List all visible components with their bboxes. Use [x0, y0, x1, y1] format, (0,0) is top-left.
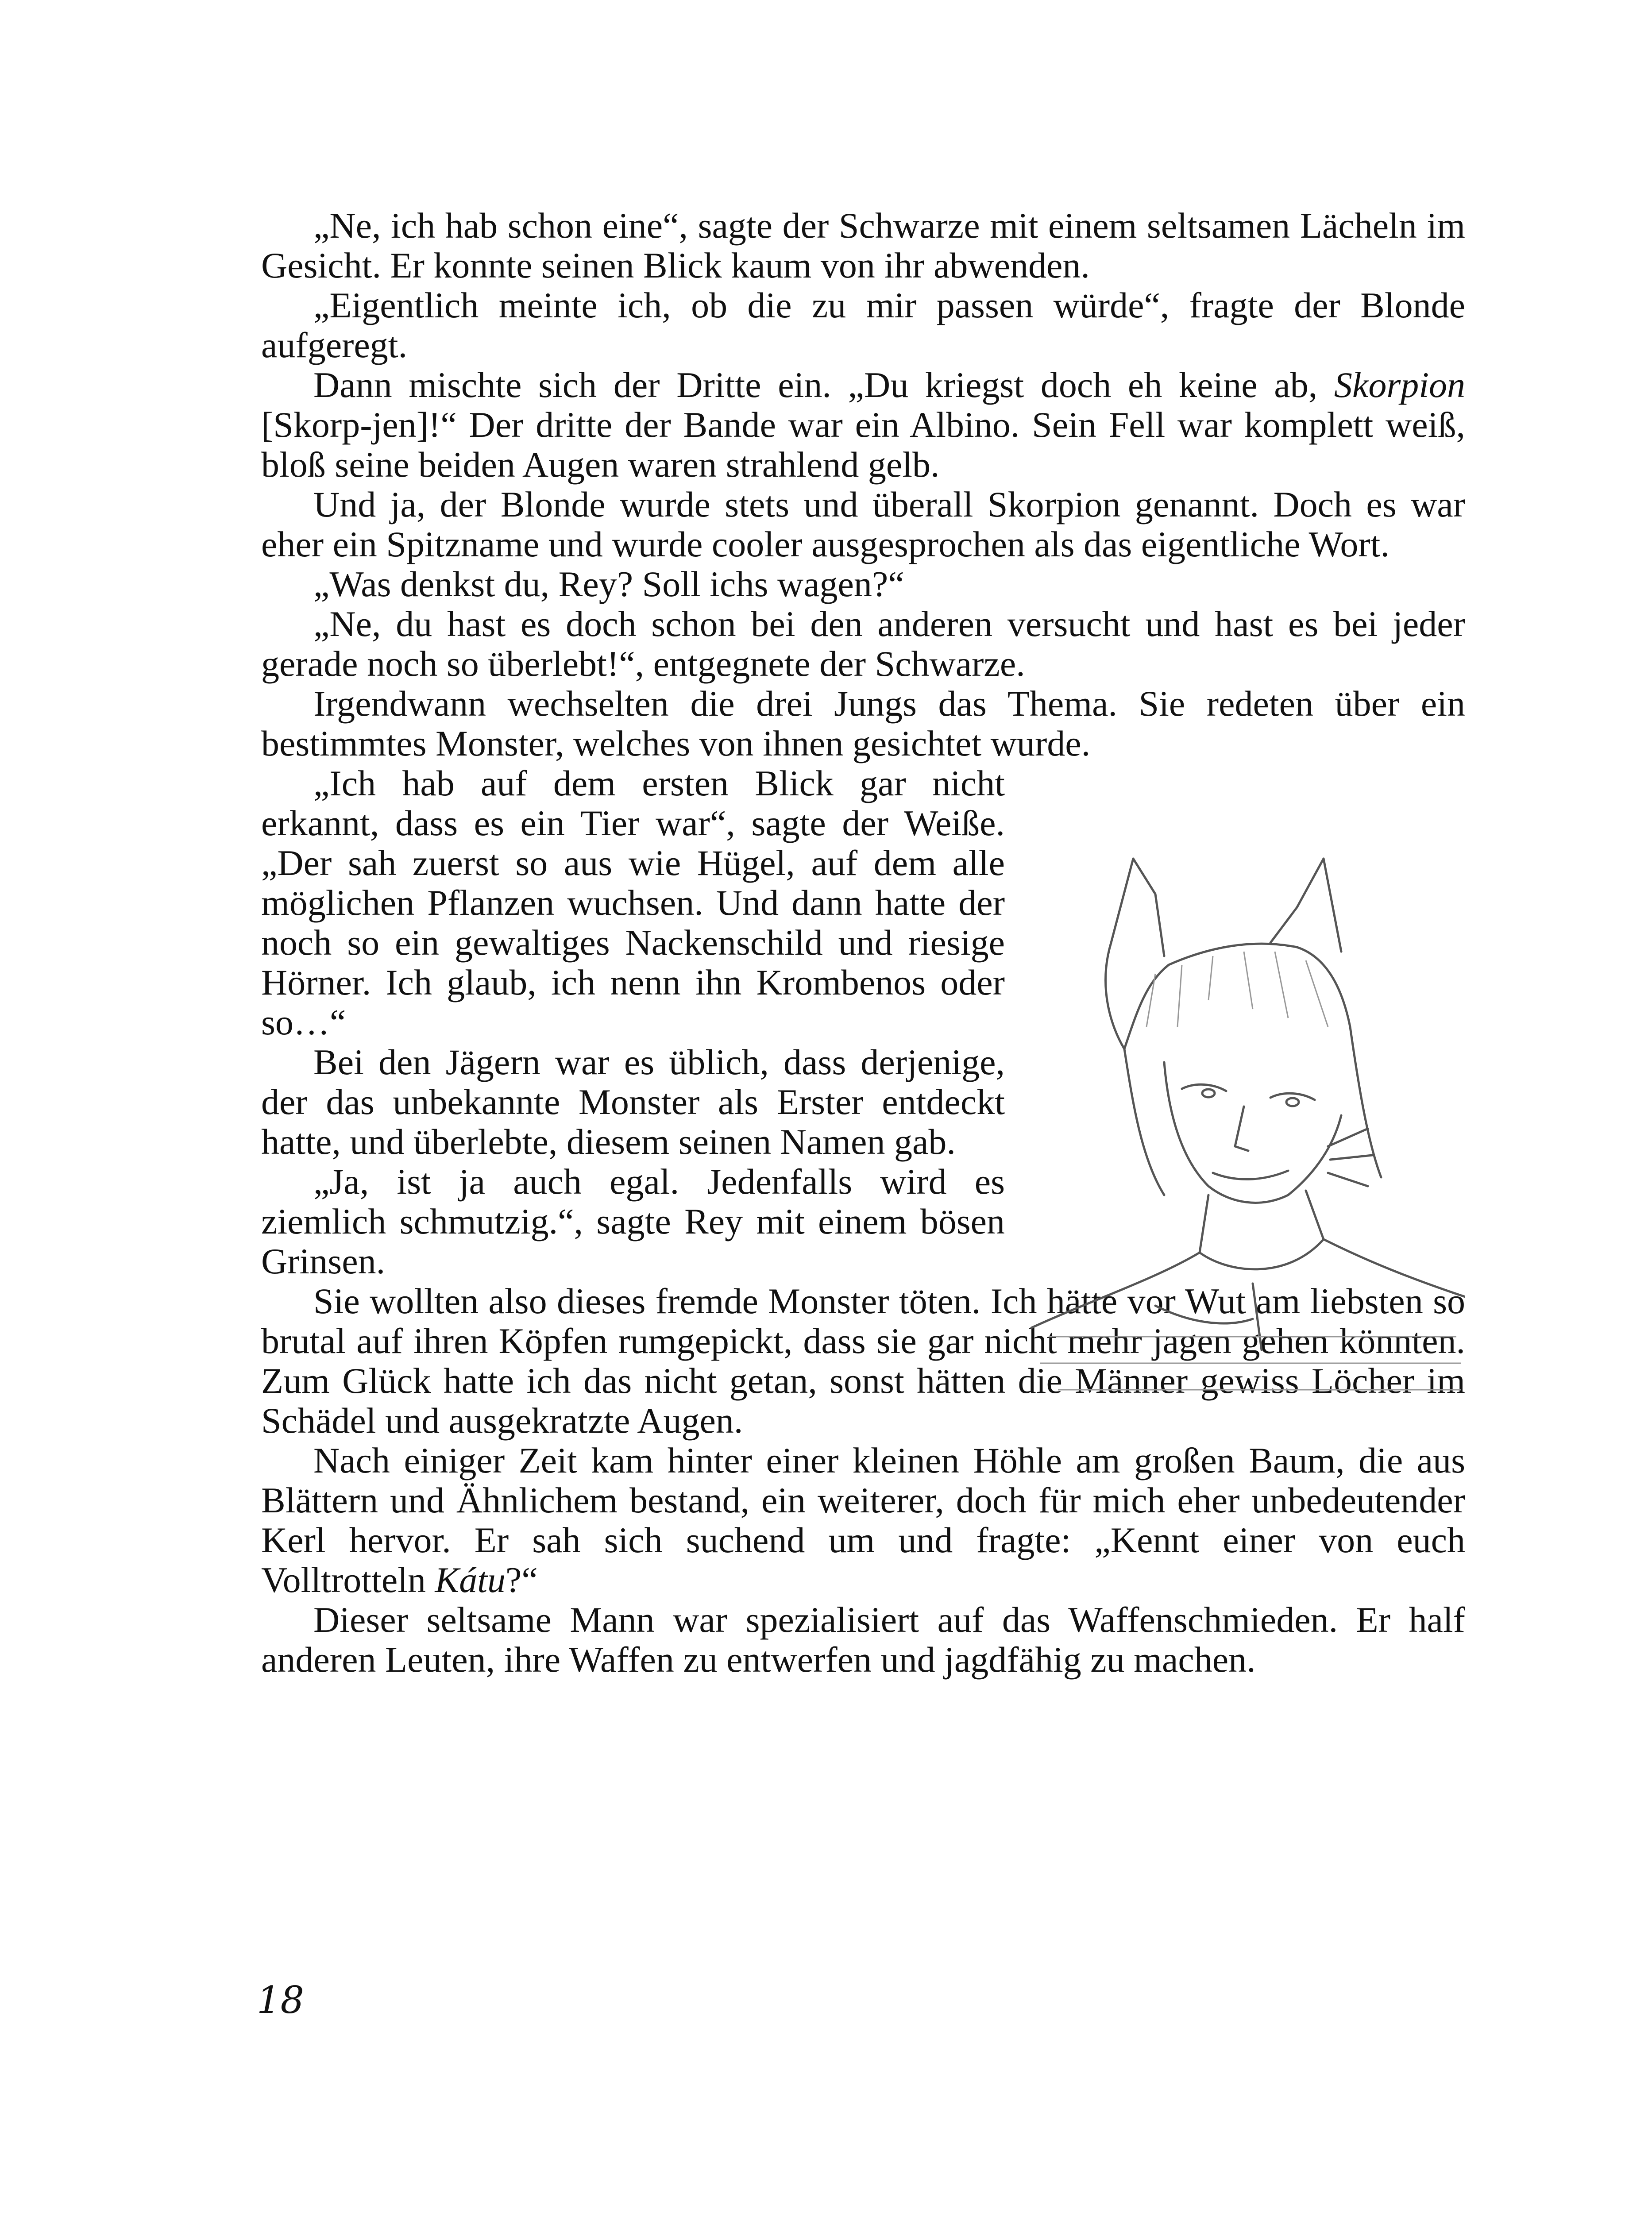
paragraph: „Ne, du hast es doch schon bei den anderen versucht und hast es bei jeder gerade noch so überlebt!“, entgegnete der Schwarze.: [261, 604, 1465, 684]
paragraph: Dann mischte sich der Dritte ein. „Du kriegst doch eh keine ab, Skorpion [Skorp-jen]!“ Der dritte der Bande war ein Albino. Sein Fell war komplett weiß, bloß seine beiden Augen waren strahlend gelb.: [261, 365, 1466, 485]
paragraph: „Ja, ist ja auch egal. Jedenfalls wird es ziemlich schmutzig.“, sagte Rey mit einem bösen Grinsen.: [261, 1161, 1005, 1281]
paragraph: „Ne, ich hab schon eine“, sagte der Schwarze mit einem seltsamen Lächeln im Gesicht. Er konnte seinen Blick kaum von ihr abwenden.: [261, 205, 1465, 285]
paragraph: „Ich hab auf dem ersten Blick gar nicht erkannt, dass es ein Tier war“, sagte der Weiße. „Der sah zuerst so aus wie Hügel, auf dem alle möglichen Pflanzen wuchsen. Und dann hatte der noch so ein gewaltiges Nackenschild und riesige Hörner. Ich glaub, ich nenn ihn Krombenos oder so…“: [261, 763, 1005, 1042]
paragraph: Und ja, der Blonde wurde stets und überall Skorpion genannt. Doch es war eher ein Spitzname und wurde cooler ausgesprochen als das eigentliche Wort.: [261, 484, 1465, 564]
paragraph: „Eigentlich meinte ich, ob die zu mir passen würde“, fragte der Blonde aufgeregt.: [261, 285, 1465, 365]
page-number: 18: [257, 1978, 304, 2022]
character-sketch-illustration: [1023, 841, 1465, 1403]
paragraph: Dieser seltsame Mann war spezialisiert auf das Waffenschmieden. Er half anderen Leuten, ihre Waffen zu entwerfen und jagdfähig zu machen.: [261, 1600, 1465, 1680]
wrapped-text-block: [261, 763, 1005, 1281]
italic-name-skorpion: Skorpion: [1334, 365, 1466, 405]
paragraph: „Was denkst du, Rey? Soll ichs wagen?“: [313, 564, 904, 604]
paragraph: Bei den Jägern war es üblich, dass derjenige, der das unbekannte Monster als Erster entdeckt hatte, und überlebte, diesem seinen Namen gab.: [261, 1042, 1005, 1162]
paragraph: Nach einiger Zeit kam hinter einer kleinen Höhle am großen Baum, die aus Blättern und Ähnlichem bestand, ein weiterer, doch für mich eher unbedeutender Kerl hervor. Er sah sich suchend um und fragte: „Kennt einer von euch Volltrotteln Kátu?“: [261, 1440, 1465, 1600]
italic-name-katu: Kátu: [435, 1560, 506, 1600]
paragraph: Irgendwann wechselten die drei Jungs das Thema. Sie redeten über ein bestimmtes Monster, welches von ihnen gesichtet wurde.: [261, 683, 1465, 763]
paragraph: Sie wollten also dieses fremde Monster töten. Ich hätte vor Wut am liebsten so brutal auf ihren Köpfen rumgepickt, dass sie gar nicht mehr jagen gehen könnten. Zum Glück hatte ich das nicht getan, sonst hätten die Männer gewiss Löcher im Schädel und ausgekratzte Augen.: [261, 1281, 1465, 1441]
